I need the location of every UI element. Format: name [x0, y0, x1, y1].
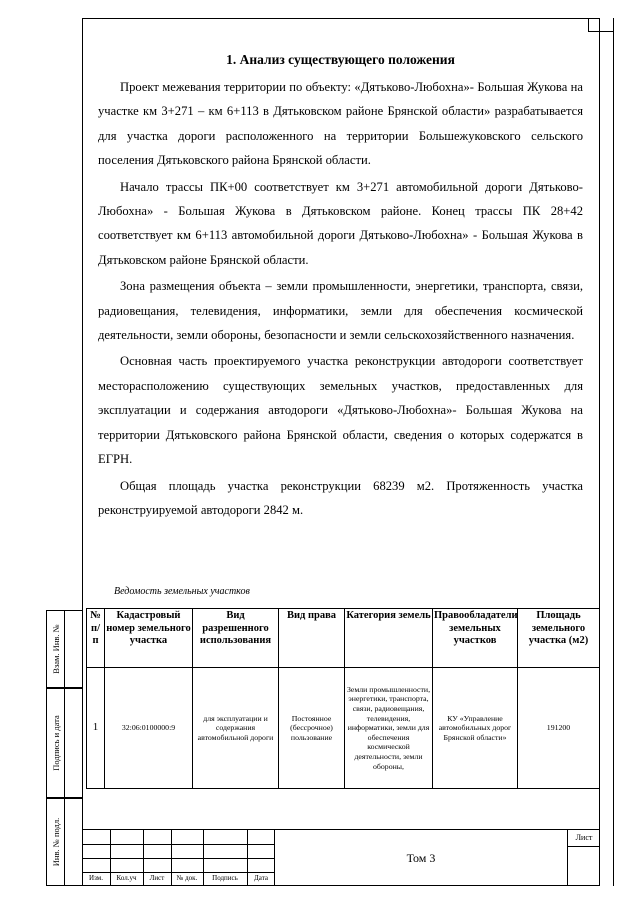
volume-title: Том 3 [406, 850, 436, 865]
header-use: Вид разрешенного использования [193, 609, 279, 668]
header-cadastral: Кадастровый номер земельного участка [105, 609, 193, 668]
cell-category: Земли промышленности, энергетики, транспорта, связи, радиовещания, телевидения, информатики, земли для обеспечения космической деятельности, земли обороны, [345, 668, 433, 789]
side-stamp-label-cell [47, 799, 65, 885]
title-col-change: Изм. [89, 874, 103, 882]
title-block [82, 829, 600, 886]
paragraph: Начало трассы ПК+00 соответствует км 3+271 автомобильной дороги Дятьково-Любохна» - Большая Жукова в Дятьковском районе. Конец трассы ПК 28+42 соответствует км 6+113 автомобильной дороги Дятьково-Любохна» - Большая Жукова в Дятьковском районе Брянской области. [98, 179, 583, 267]
paragraph: Основная часть проектируемого участка реконструкции автодороги соответствует месторасположению существующих земельных участков, предоставленных для эксплуатации и содержания автодороги «Дятьково-Любохна»- Большая Жукова на территории Дятьковского района Брянской области, сведения о которых содержатся в ЕГРН. [98, 354, 583, 467]
cell-right: Постоянное (бессрочное) пользование [279, 668, 345, 789]
header-owner: Правообладатели земельных участков [433, 609, 518, 668]
header-area: Площадь земельного участка (м2) [518, 609, 600, 668]
table-caption: Ведомость земельных участков [114, 586, 250, 597]
table-header-row [87, 609, 600, 668]
title-col-date: Дата [254, 874, 268, 882]
header-right: Вид права [279, 609, 345, 668]
title-col-doc-no: № док. [176, 874, 198, 882]
cell-area: 191200 [518, 668, 600, 789]
side-label-replace-inv: Взам. Инв. № [50, 624, 61, 674]
land-parcels-table [86, 608, 600, 789]
cell-use: для эксплуатации и содержания автомобильной дороги [193, 668, 279, 789]
side-stamp-label-cell [47, 611, 65, 687]
paragraph: Зона размещения объекта – земли промышленности, энергетики, транспорта, связи, радиовещания, телевидения, информатики, земли для обеспечения космической деятельности, земли обороны, безопасности и земли сельскохозяйственного назначения. [98, 279, 583, 343]
cell-owner: КУ «Управление автомобильных дорог Брянской области» [433, 668, 518, 789]
paragraph: Проект межевания территории по объекту: «Дятьково-Любохна»- Большая Жукова на участке км 3+271 – км 6+113 в Дятьковском районе Брянской области» разрабатывается для участка дороги расположенного на территории Большежуковского сельского поселения Дятьковского района Брянской области. [98, 80, 583, 168]
title-block-revision-grid [82, 830, 275, 886]
header-num: № п/п [87, 609, 105, 668]
side-label-signature-date: Подпись и дата [50, 715, 61, 771]
side-stamp-cell [46, 798, 82, 886]
cell-cadastral: 32:06:0100000:9 [105, 668, 193, 789]
document-body [98, 52, 583, 522]
side-stamp [46, 610, 82, 886]
paragraph: Общая площадь участка реконструкции 68239 м2. Протяженность участка реконструируемой автодороги 2842 м. [98, 478, 583, 517]
header-category: Категория земель [345, 609, 433, 668]
side-stamp-cell [46, 610, 82, 688]
page-corner-box [588, 18, 614, 32]
sheet-label: Лист [568, 830, 600, 847]
side-stamp-label-cell [47, 689, 65, 797]
side-label-original-inv: Инв. № подл. [50, 817, 61, 867]
title-col-signature: Подпись [212, 874, 238, 882]
title-col-count: Кол.уч [116, 874, 137, 882]
side-stamp-cell [46, 688, 82, 798]
sheet-number-cell [567, 830, 600, 886]
cell-num: 1 [87, 668, 105, 789]
title-col-sheet: Лист [149, 874, 165, 882]
section-heading: 1. Анализ существующего положения [226, 52, 455, 67]
table-row [87, 668, 600, 789]
